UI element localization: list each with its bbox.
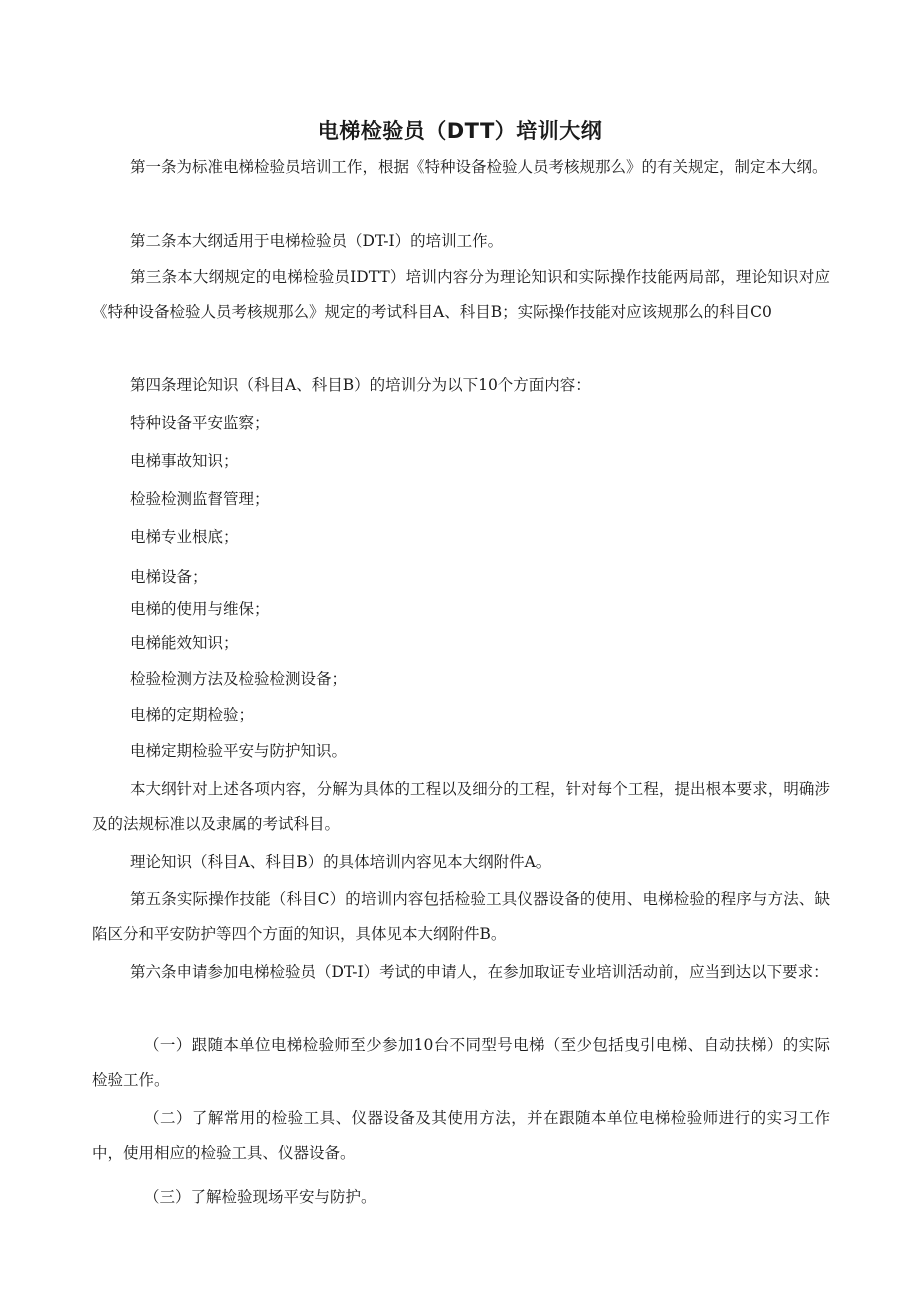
article-2: 第二条本大纲适用于电梯检验员（DT-I）的培训工作。 xyxy=(130,232,504,250)
topic-item: 电梯专业根底； xyxy=(130,528,239,546)
topic-item: 电梯定期检验平安与防护知识。 xyxy=(130,742,348,760)
article-6: 第六条申请参加电梯检验员（DT-I）考试的申请人，在参加取证专业培训活动前，应当到达以下要求： xyxy=(130,963,829,981)
summary-paragraph: 本大纲针对上述各项内容，分解为具体的工程以及细分的工程，针对每个工程，提出根本要求，明确涉及的法规标准以及隶属的考试科目。 xyxy=(92,780,830,833)
requirement-3: （三）了解检验现场平安与防护。 xyxy=(144,1188,377,1206)
topic-item: 特种设备平安监察； xyxy=(130,414,270,432)
topic-item: 电梯能效知识； xyxy=(130,634,239,652)
requirement-2: （二）了解常用的检验工具、仪器设备及其使用方法，并在跟随本单位电梯检验师进行的实习工作中，使用相应的检验工具、仪器设备。 xyxy=(92,1109,830,1162)
article-4: 第四条理论知识（科目A、科目B）的培训分为以下10个方面内容： xyxy=(130,376,591,394)
document-title: 电梯检验员（DTT）培训大纲 xyxy=(317,119,603,143)
topic-item: 电梯事故知识； xyxy=(130,452,239,470)
topic-item: 电梯设备； xyxy=(130,568,208,586)
article-5: 第五条实际操作技能（科目C）的培训内容包括检验工具仪器设备的使用、电梯检验的程序与方法、缺陷区分和平安防护等四个方面的知识，具体见本大纲附件B。 xyxy=(92,890,830,943)
theory-reference: 理论知识（科目A、科目B）的具体培训内容见本大纲附件A。 xyxy=(130,853,552,871)
topic-item: 电梯的定期检验； xyxy=(130,706,255,724)
requirement-1: （一）跟随本单位电梯检验师至少参加10台不同型号电梯（至少包括曳引电梯、自动扶梯）的实际检验工作。 xyxy=(92,1036,830,1089)
article-3: 第三条本大纲规定的电梯检验员IDTT）培训内容分为理论知识和实际操作技能两局部，理论知识对应《特种设备检验人员考核规那么》规定的考试科目A、科目B；实际操作技能对应该规那么的科目C0 xyxy=(92,268,830,321)
topic-item: 电梯的使用与维保； xyxy=(130,600,270,618)
article-1: 第一条为标准电梯检验员培训工作，根据《特种设备检验人员考核规那么》的有关规定，制定本大纲。 xyxy=(130,158,828,176)
topic-item: 检验检测监督管理； xyxy=(130,490,270,508)
topic-item: 检验检测方法及检验检测设备； xyxy=(130,670,348,688)
